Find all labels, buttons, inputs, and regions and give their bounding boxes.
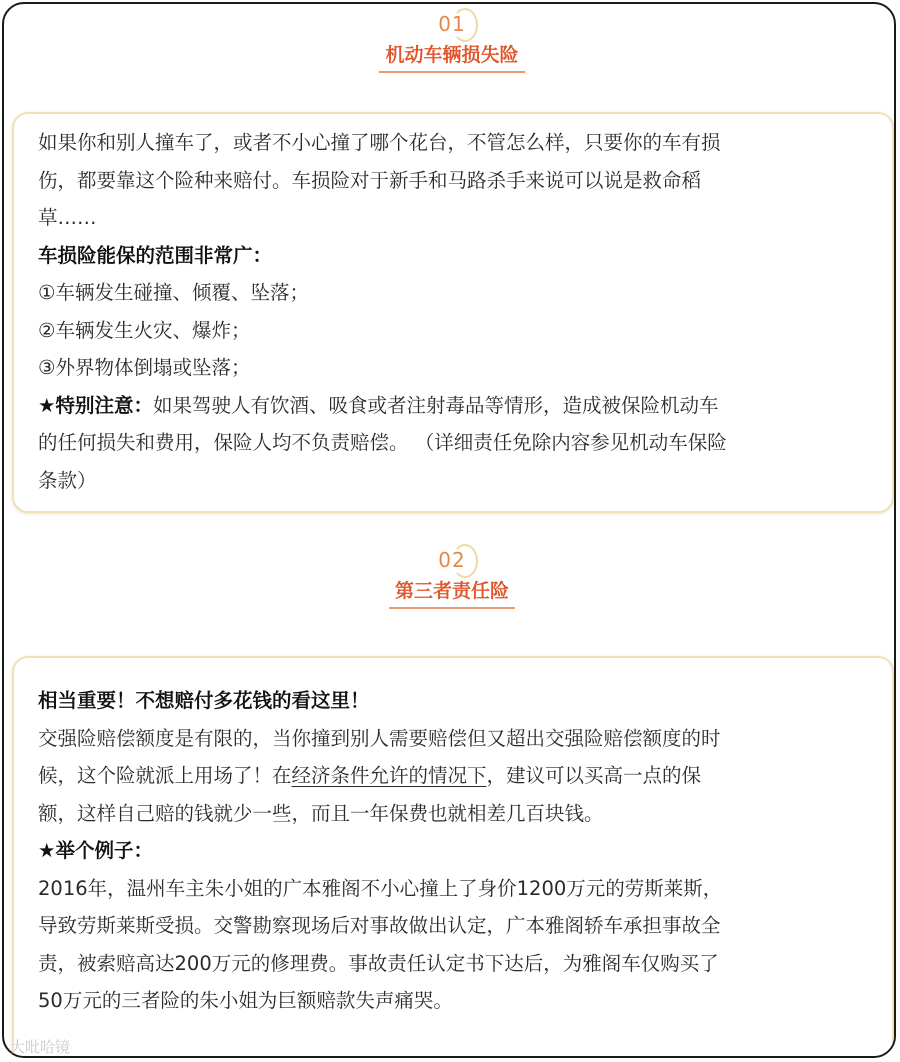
paragraph-line: 的任何损失和费用，保险人均不负责赔偿。 （详细责任免除内容参见机动车保险 [38, 431, 727, 454]
underlined-phrase: 经济条件允许的情况下 [291, 764, 487, 787]
paragraph-line: 交强险赔偿额度是有限的，当你撞到别人需要赔偿但又超出交强险赔偿额度的时 [38, 726, 721, 750]
section-1-title: 机动车辆损失险 [379, 40, 524, 73]
example-heading: ★举个例子： [38, 839, 153, 862]
paragraph-text: ，建议可以买高一点的保 [486, 764, 702, 787]
paragraph-line: 伤，都要靠这个险种来赔付。车损险对于新手和马路杀手来说可以说是救命稻 [38, 168, 702, 192]
paragraph-line: 如果你和别人撞车了，或者不小心撞了哪个花台，不管怎么样，只要你的车有损 [38, 131, 721, 154]
section-2-title: 第三者责任险 [389, 576, 515, 609]
section-1-card [12, 112, 894, 513]
article-frame [2, 2, 896, 1058]
paragraph-line: 50万元的三者险的朱小姐为巨额赔款失声痛哭。 [38, 989, 453, 1012]
paragraph-text: 候，这个险就派上用场了！在 [38, 764, 292, 787]
coverage-item-2: ②车辆发生火灾、爆炸； [38, 318, 251, 342]
paragraph-line: 条款） [38, 468, 97, 492]
section-2-card [12, 656, 894, 1058]
watermark-logo: 大吡哈镜 [10, 1038, 71, 1056]
section-1-number: 01 [434, 12, 469, 36]
section-1-header [4, 12, 896, 73]
paragraph-line: 责，被索赔高达200万元的修理费。事故责任认定书下达后，为雅阁车仅购买了 [38, 951, 719, 975]
emphasis-heading: 相当重要！不想赔付多花钱的看这里！ [38, 689, 370, 712]
notice-line [38, 387, 868, 425]
notice-label: ★特别注意： [38, 393, 153, 417]
coverage-item-1: ①车辆发生碰撞、倾覆、坠落； [38, 281, 309, 304]
section-2-header [4, 548, 896, 609]
paragraph-line: 额，这样自己赔的钱就少一些，而且一年保费也就相差几百块钱。 [38, 801, 604, 825]
coverage-heading: 车损险能保的范围非常广： [38, 243, 273, 267]
paragraph-line: 2016年，温州车主朱小姐的广本雅阁不小心撞上了身价1200万元的劳斯莱斯， [38, 876, 723, 900]
paragraph-line [38, 757, 868, 795]
paragraph-line: 导致劳斯莱斯受损。交警勘察现场后对事故做出认定，广本雅阁轿车承担事故全 [38, 914, 721, 937]
coverage-item-3: ③外界物体倒塌或坠落； [38, 356, 251, 379]
section-2-number: 02 [434, 548, 469, 572]
paragraph-line: 草…… [38, 206, 97, 229]
notice-text: 如果驾驶人有饮酒、吸食或者注射毒品等情形，造成被保险机动车 [152, 393, 719, 417]
